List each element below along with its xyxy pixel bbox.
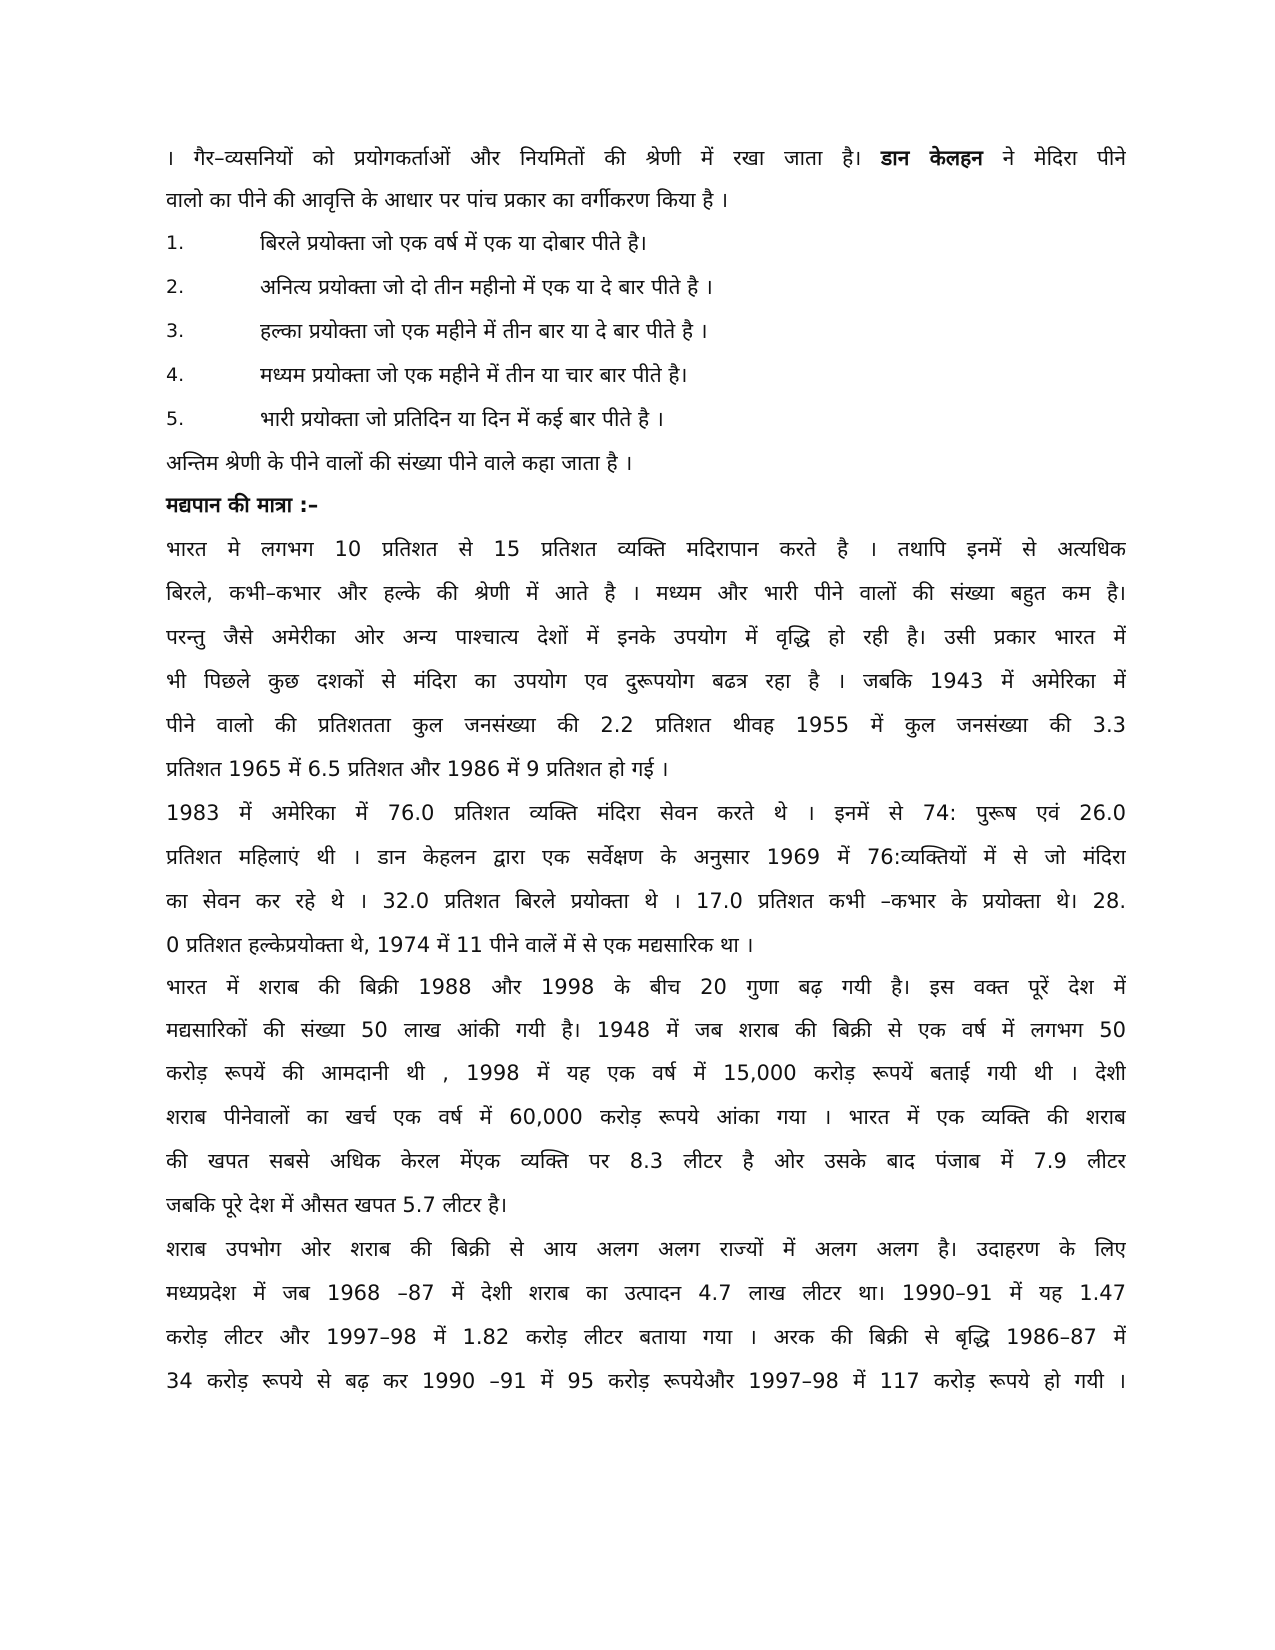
paragraph-line: मध्यप्रदेश में जब 1968 –87 में देशी शराब का उत्पादन 4.7 लाख लीटर था। 1990–91 में यह 1.47 <box>166 1281 1126 1305</box>
section-heading: मद्यपान की मात्रा :– <box>166 493 319 517</box>
paragraph-line: मद्यसारिकों की संख्या 50 लाख आंकी गयी है। 1948 में जब शराब की बिक्री से एक वर्ष में लगभग 50 <box>166 1018 1126 1042</box>
paragraph-line: बिरले, कभी–कभार और हल्के की श्रेणी में आते है । मध्यम और भारी पीने वालों की संख्या बहुत कम है। <box>166 581 1126 605</box>
intro-text-b: ने मेदिरा पीने <box>1002 146 1126 170</box>
intro-line-1 <box>166 143 1126 173</box>
list-item: हल्का प्रयोक्ता जो एक महीने में तीन बार या दे बार पीते है । <box>260 319 708 343</box>
list-item: अनित्य प्रयोक्ता जो दो तीन महीनो में एक या दे बार पीते है । <box>260 275 713 299</box>
intro-text-a: । गैर–व्यसनियों को प्रयोगकर्ताओं और नियमितों की श्रेणी में रखा जाता है। <box>166 146 862 170</box>
paragraph-line: शराब उपभोग ओर शराब की बिक्री से आय अलग अलग राज्यों में अलग अलग है। उदाहरण के लिए <box>166 1237 1126 1261</box>
paragraph-line: प्रतिशत महिलाएं थी । डान केहलन द्वारा एक सर्वेक्षण के अनुसार 1969 में 76:व्यक्तियों में से जो मंदिरा <box>166 845 1126 869</box>
list-item: मध्यम प्रयोक्ता जो एक महीने में तीन या चार बार पीते है। <box>260 363 688 387</box>
paragraph-line: शराब पीनेवालों का खर्च एक वर्ष में 60,000 करोड़ रूपये आंका गया । भारत में एक व्यक्ति की शराब <box>166 1105 1126 1129</box>
paragraph-line: की खपत सबसे अधिक केरल मेंएक व्यक्ति पर 8.3 लीटर है ओर उसके बाद पंजाब में 7.9 लीटर <box>166 1149 1126 1173</box>
list-item: भारी प्रयोक्ता जो प्रतिदिन या दिन में कई बार पीते है । <box>260 407 664 431</box>
paragraph-line: करोड़ लीटर और 1997–98 में 1.82 करोड़ लीटर बताया गया । अरक की बिक्री से बृद्धि 1986–87 में <box>166 1325 1126 1349</box>
paragraph-line: भी पिछले कुछ दशकों से मंदिरा का उपयोग एव दुरूपयोग बढत्र रहा है । जबकि 1943 में अमेरिका में <box>166 669 1126 693</box>
paragraph-line: भारत मे लगभग 10 प्रतिशत से 15 प्रतिशत व्यक्ति मदिरापान करते है । तथापि इनमें से अत्यधिक <box>166 537 1126 561</box>
paragraph-line: करोड़ रूपयें की आमदानी थी , 1998 में यह एक वर्ष में 15,000 करोड़ रूपयें बताई गयी थी । देशी <box>166 1061 1126 1085</box>
paragraph-line: 1983 में अमेरिका में 76.0 प्रतिशत व्यक्ति मंदिरा सेवन करते थे । इनमें से 74: पुरूष एवं 26.0 <box>166 801 1126 825</box>
paragraph-line: परन्तु जैसे अमेरीका ओर अन्य पाश्चात्य देशों में इनके उपयोग में वृद्धि हो रही है। उसी प्रकार भारत में <box>166 625 1126 649</box>
paragraph-line: प्रतिशत 1965 में 6.5 प्रतिशत और 1986 में 9 प्रतिशत हो गई । <box>166 757 669 781</box>
author-name: डान केलहन <box>881 146 983 170</box>
list-number: 5. <box>166 408 185 430</box>
intro-line-2: वालो का पीने की आवृत्ति के आधार पर पांच प्रकार का वर्गीकरण किया है । <box>166 188 729 212</box>
paragraph-line: भारत में शराब की बिक्री 1988 और 1998 के बीच 20 गुणा बढ़ गयी है। इस वक्त पूरें देश में <box>166 975 1126 999</box>
paragraph-line: 0 प्रतिशत हल्केप्रयोक्ता थे, 1974 में 11 पीने वालें में से एक मद्यसारिक था । <box>166 933 754 957</box>
paragraph-line: का सेवन कर रहे थे । 32.0 प्रतिशत बिरले प्रयोक्ता थे । 17.0 प्रतिशत कभी –कभार के प्रयोक्ता थे। 28. <box>166 889 1126 913</box>
list-number: 3. <box>166 320 185 342</box>
after-list-text: अन्तिम श्रेणी के पीने वालों की संख्या पीने वाले कहा जाता है । <box>166 451 633 475</box>
list-number: 2. <box>166 276 185 298</box>
list-item: बिरले प्रयोक्ता जो एक वर्ष में एक या दोबार पीते है। <box>260 231 647 255</box>
list-number: 4. <box>166 364 185 386</box>
paragraph-line: पीने वालो की प्रतिशतता कुल जनसंख्या की 2.2 प्रतिशत थीवह 1955 में कुल जनसंख्या की 3.3 <box>166 713 1126 737</box>
paragraph-line: 34 करोड़ रूपये से बढ़ कर 1990 –91 में 95 करोड़ रूपयेऔर 1997–98 में 117 करोड़ रूपये हो गयी । <box>166 1369 1126 1393</box>
paragraph-line: जबकि पूरे देश में औसत खपत 5.7 लीटर है। <box>166 1193 508 1217</box>
list-number: 1. <box>166 232 185 254</box>
